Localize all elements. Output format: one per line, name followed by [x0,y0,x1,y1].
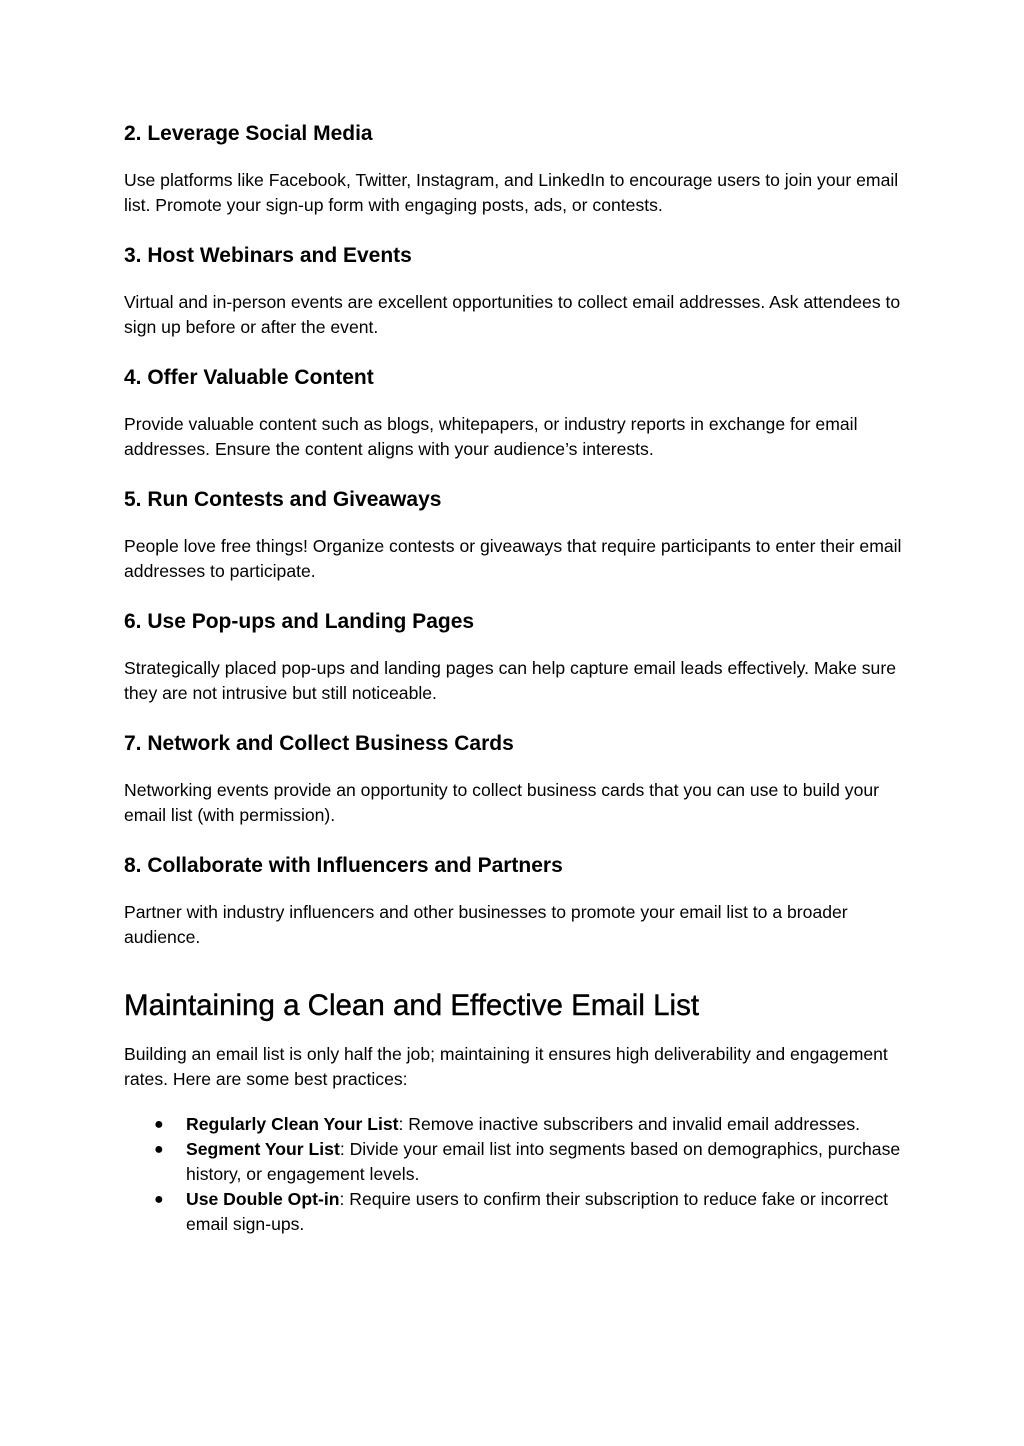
bullet-icon: ● [154,1141,164,1158]
list-item [124,1187,914,1237]
bullet-icon: ● [154,1116,164,1133]
section-body: Use platforms like Facebook, Twitter, Instagram, and LinkedIn to encourage users to join your email list. Promote your sign-up form with engaging posts, ads, or contests. [124,170,899,215]
section-collaborate-influencers [124,852,914,950]
section-leverage-social-media [124,120,914,218]
best-practices-list [124,1112,914,1237]
list-item-desc: : Remove inactive subscribers and invalid email addresses. [398,1114,861,1134]
section-network-business-cards [124,730,914,828]
section-body: Strategically placed pop-ups and landing pages can help capture email leads effectively. Make sure they are not intrusive but still noticeable. [124,658,896,703]
section-run-contests [124,486,914,584]
section-body: Partner with industry influencers and other businesses to promote your email list to a broader audience. [124,902,848,947]
section-heading: 5. Run Contests and Giveaways [124,488,442,511]
section-heading: 2. Leverage Social Media [124,122,373,145]
section-body: Virtual and in-person events are excellent opportunities to collect email addresses. Ask attendees to sign up before or after the event. [124,292,901,337]
list-item-desc: : Require users to confirm their subscription to reduce fake or incorrect email sign-ups. [186,1189,889,1234]
maintain-title: Maintaining a Clean and Effective Email List [124,989,700,1022]
maintain-intro: Building an email list is only half the job; maintaining it ensures high deliverability and engagement rates. Here are some best practices: [124,1044,888,1089]
section-heading: 4. Offer Valuable Content [124,366,374,389]
section-heading: 8. Collaborate with Influencers and Partners [124,854,563,877]
document-page [124,120,914,1237]
section-heading: 6. Use Pop-ups and Landing Pages [124,610,475,633]
section-offer-valuable-content [124,364,914,462]
section-popups-landing-pages [124,608,914,706]
list-item-desc: : Divide your email list into segments based on demographics, purchase history, or engagement levels. [186,1139,901,1184]
list-item-term: Segment Your List [186,1139,340,1159]
section-heading: 3. Host Webinars and Events [124,244,412,267]
section-body: Provide valuable content such as blogs, whitepapers, or industry reports in exchange for email addresses. Ensure the content aligns with your audience’s interests. [124,414,858,459]
list-item-term: Regularly Clean Your List [186,1114,399,1134]
section-body: People love free things! Organize contests or giveaways that require participants to enter their email addresses to participate. [124,536,902,581]
section-body: Networking events provide an opportunity to collect business cards that you can use to build your email list (with permission). [124,780,880,825]
list-item-term: Use Double Opt-in [186,1189,340,1209]
section-heading: 7. Network and Collect Business Cards [124,732,514,755]
section-host-webinars [124,242,914,340]
bullet-icon: ● [154,1191,164,1208]
list-item [124,1112,914,1137]
list-item [124,1137,914,1187]
